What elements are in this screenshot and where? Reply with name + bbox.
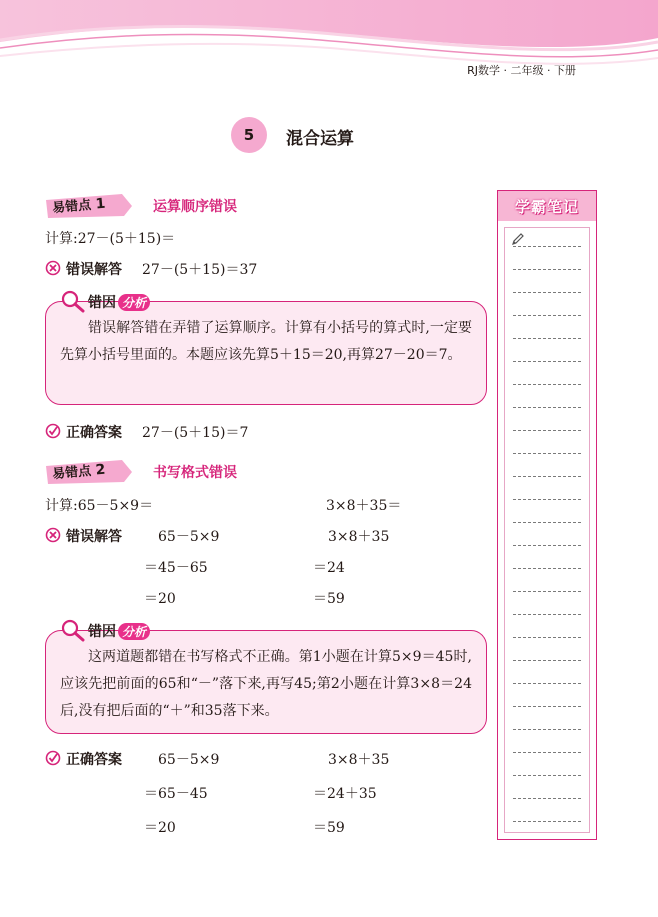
note-line <box>513 430 581 431</box>
tag-number: 2 <box>94 461 107 479</box>
analysis-badge-2: 分析 <box>118 623 150 640</box>
note-line <box>513 453 581 454</box>
correct-answer-label-2: 正确答案 <box>66 752 122 768</box>
chapter-number: 5 <box>231 117 267 153</box>
analysis-label-2: 错因 <box>88 624 116 640</box>
correct-step: ＝59 <box>313 820 345 836</box>
wrong-answer-label-2: 错误解答 <box>66 529 122 545</box>
note-line <box>513 384 581 385</box>
wrong-step: ＝20 <box>144 591 176 607</box>
note-line <box>513 522 581 523</box>
note-line <box>513 361 581 362</box>
note-line <box>513 499 581 500</box>
question-1: 计算:27－(5＋15)＝ <box>45 231 176 247</box>
note-line <box>513 752 581 753</box>
note-line <box>513 407 581 408</box>
wrong-answer-1: 27－(5＋15)＝37 <box>142 262 258 278</box>
error-point-tag-1 <box>42 192 134 220</box>
note-line <box>513 614 581 615</box>
note-line <box>513 660 581 661</box>
note-line <box>513 246 581 247</box>
error-point-tag-2 <box>42 458 134 486</box>
note-line <box>513 729 581 730</box>
wrong-step: 65－5×9 <box>158 529 220 545</box>
note-line <box>513 269 581 270</box>
wrong-step: ＝45－65 <box>144 560 208 576</box>
note-line <box>513 476 581 477</box>
correct-check-icon <box>45 750 61 766</box>
question-2a: 计算:65－5×9＝ <box>45 498 154 514</box>
tag-label: 易错点 <box>51 197 92 217</box>
book-info: RJ数学 · 二年级 · 下册 <box>467 64 576 77</box>
chapter-title: 混合运算 <box>286 129 354 149</box>
magnifier-icon <box>60 618 86 642</box>
analysis-text-1: 错误解答错在弄错了运算顺序。计算有小括号的算式时,一定要先算小括号里面的。本题应该先算5＋15＝20,再算27－20＝7。 <box>60 320 472 363</box>
correct-answer-1: 27－(5＋15)＝7 <box>142 425 249 441</box>
tag-label: 易错点 <box>51 463 92 483</box>
correct-answer-label-1: 正确答案 <box>66 425 122 441</box>
notes-writing-area <box>504 227 590 833</box>
analysis-heading-1 <box>60 289 180 313</box>
wrong-step: ＝24 <box>313 560 345 576</box>
wrong-step: ＝59 <box>313 591 345 607</box>
note-line <box>513 683 581 684</box>
correct-step: 65－5×9 <box>158 752 220 768</box>
correct-step: ＝20 <box>144 820 176 836</box>
wrong-x-icon <box>45 260 61 276</box>
notes-title: 学霸笔记 <box>514 197 579 216</box>
correct-step: ＝24＋35 <box>313 786 377 802</box>
wrong-x-icon <box>45 527 61 543</box>
analysis-badge-1: 分析 <box>118 294 150 311</box>
correct-step: ＝65－45 <box>144 786 208 802</box>
tag-number: 1 <box>94 195 107 213</box>
section-title-2: 书写格式错误 <box>153 465 237 481</box>
note-line <box>513 706 581 707</box>
notes-header <box>498 191 596 221</box>
analysis-label-1: 错因 <box>88 295 116 311</box>
wrong-step: 3×8＋35 <box>328 529 390 545</box>
note-line <box>513 591 581 592</box>
note-line <box>513 798 581 799</box>
analysis-heading-2 <box>60 618 180 642</box>
pencil-icon <box>511 232 525 246</box>
note-line <box>513 292 581 293</box>
correct-step: 3×8＋35 <box>328 752 390 768</box>
magnifier-icon <box>60 289 86 313</box>
analysis-text-2: 这两道题都错在书写格式不正确。第1小题在计算5×9＝45时,应该先把前面的65和“－”落下来,再写45;第2小题在计算3×8＝24后,没有把后面的“＋”和35落下来。 <box>60 649 472 719</box>
note-line <box>513 315 581 316</box>
notes-panel <box>497 190 597 840</box>
note-line <box>513 338 581 339</box>
analysis-box-2 <box>45 630 487 734</box>
note-line <box>513 821 581 822</box>
wrong-answer-label-1: 错误解答 <box>66 262 122 278</box>
note-line <box>513 775 581 776</box>
note-line <box>513 568 581 569</box>
analysis-box-1 <box>45 301 487 405</box>
note-line <box>513 545 581 546</box>
note-line <box>513 637 581 638</box>
section-title-1: 运算顺序错误 <box>153 199 237 215</box>
question-2b: 3×8＋35＝ <box>326 498 402 514</box>
correct-check-icon <box>45 423 61 439</box>
